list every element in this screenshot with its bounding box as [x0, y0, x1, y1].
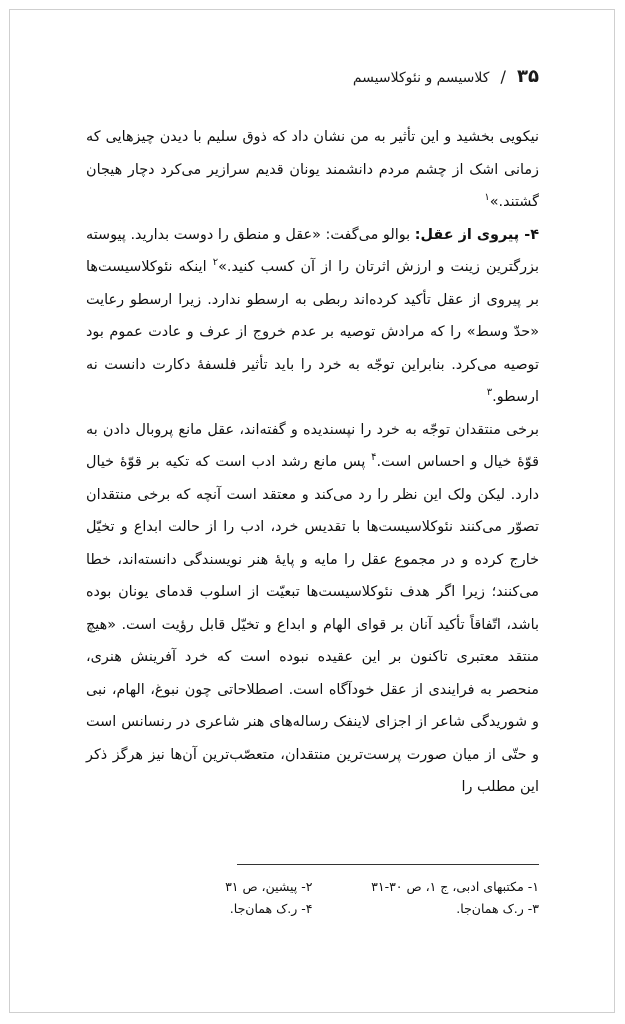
page-header [79, 66, 539, 87]
footnote-ref-3: ۳ [486, 387, 493, 399]
paragraph-1-text: نیکویی بخشید و این تأثیر به من نشان داد که ذوق سلیم با دیدن چیزهایی که زمانی اشک از چشم مردم دانشمند یونان قدیم سرازیر می‌کرد دچار هیجان گشتند.» [86, 129, 539, 210]
footnote-2: ۲- پیشین، ص ۳۱ [225, 879, 313, 894]
footnote-row [86, 898, 539, 920]
section-heading-reason: ۴- پیروی از عقل: [414, 226, 539, 243]
footnote-divider [237, 864, 539, 865]
paragraph-3-text-b: پس مانع رشد ادب است که تکیه بر قوّهٔ خیال دارد. لیکن ولک این نظر را رد می‌کند و معتقد است آنچه که برخی منتقدان تصوّر می‌کنند نئوکلاسیست‌ها با تقدیس خرد، ادب را از حالت ابداع و تخیّل خارج کرده و در مجموع عقل را مایه و پایهٔ هنر نویسندگی دانسته‌اند، خطا می‌کنند؛ زیرا اگر هدف نئوکلاسیست‌ها تبعیّت از اسلوب قدمای یونان بوده باشد، اتّفاقاً تأکید آنان بر قوای الهام و ابداع و تخیّل قابل رؤیت است. «هیچ منتقد معتبری تاکنون بر این عقیده نبوده است که خرد آفرینش هنری، منحصر به فرایندی از عقل خودآگاه است. اصطلاحاتی چون نبوغ، الهام، نبی و شوریدگی شاعر از اجزای لاینفک رساله‌های هنر شاعری در رنسانس است و حتّی از میان صورت پرست‌ترین منتقدان، متعصّب‌ترین آن‌ها نیز هرگز ذکر این مطلب را [86, 454, 539, 795]
footnote-1: ۱- مکتبهای ادبی، ج ۱، ص ۳۰-۳۱ [371, 879, 539, 894]
running-title: کلاسیسم و نئوکلاسیسم [352, 70, 490, 86]
paragraph-1 [86, 121, 539, 219]
paragraph-3-text-a: برخی منتقدان توجّه به خرد را نپسندیده و گفته‌اند، عقل مانع پروبال دادن به قوّهٔ خیال و احساس است. [86, 421, 539, 470]
paragraph-2 [86, 219, 539, 414]
paragraph-3 [86, 414, 539, 804]
footnote-4: ۴- ر.ک همان‌جا. [229, 901, 313, 916]
footnote-ref-1: ۱ [484, 192, 490, 204]
footnotes [86, 876, 539, 920]
body-text [86, 121, 539, 804]
paragraph-2-text-a: بوالو می‌گفت: «عقل و منطق را دوست بدارید. پیوسته بزرگترین زینت و ارزش اثرتان را از آن کسب کنید.» [86, 226, 540, 275]
footnote-ref-2: ۲ [212, 257, 219, 269]
footnote-3: ۳- ر.ک همان‌جا. [456, 901, 539, 916]
header-separator: / [500, 67, 506, 86]
footnote-ref-4: ۴ [371, 452, 377, 464]
paragraph-2-text-b: اینکه نئوکلاسیست‌ها بر پیروی از عقل تأکید کرده‌اند ربطی به ارسطو ندارد. زیرا ارسطو رعایت «حدّ وسط» را که مرادش توصیه بر عدم خروج از عرف و عادت عموم بود توصیه می‌کرد. بنابراین توجّه به خرد را باید تأثیر فلسفهٔ دکارت دانست نه ارسطو. [86, 259, 539, 405]
page-number: ۳۵ [517, 66, 539, 87]
footnote-row [86, 876, 539, 898]
